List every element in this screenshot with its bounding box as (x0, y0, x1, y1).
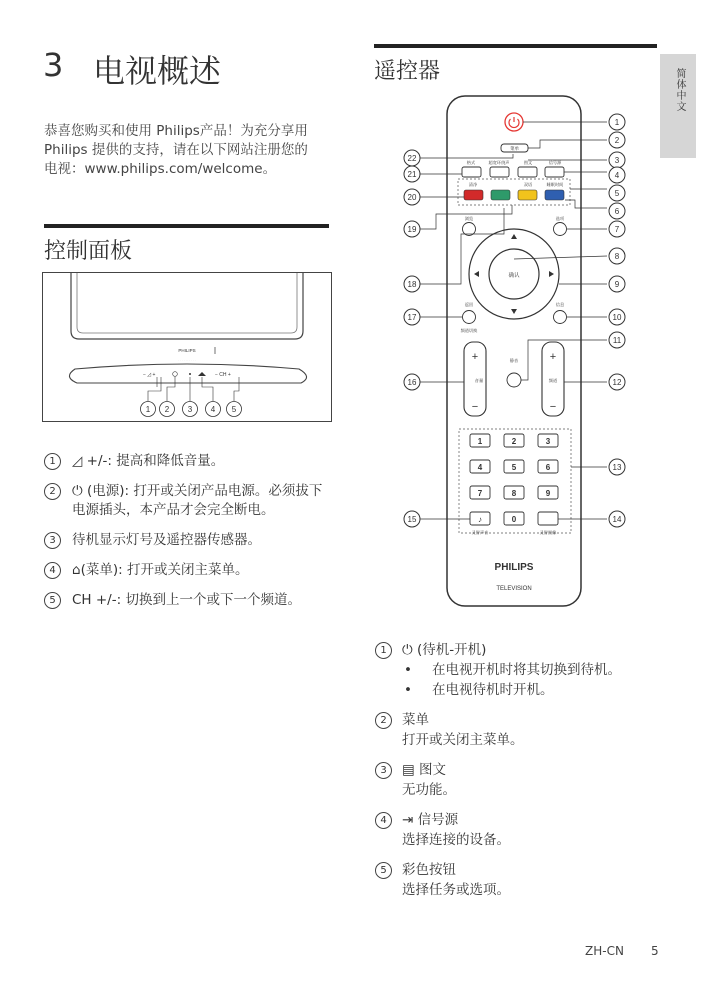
remote-item-2: 2 菜单 打开或关闭主菜单。 (375, 710, 675, 750)
cp-item-5: 5 CH +/-: 切换到上一个或下一个频道。 (44, 591, 334, 610)
svg-text:频道切换: 频道切换 (460, 328, 478, 333)
svg-text:15: 15 (407, 515, 417, 524)
chapter-number: 3 (43, 46, 64, 84)
green-button (491, 190, 510, 200)
svg-text:音量: 音量 (474, 378, 484, 383)
remote-section-rule (374, 44, 657, 48)
remote-item-3: 3 ▤ 图文 无功能。 (375, 760, 675, 800)
cp-item-4: 4 ⌂(菜单): 打开或关闭主菜单。 (44, 561, 334, 580)
yellow-button (518, 190, 537, 200)
svg-text:12: 12 (612, 378, 622, 387)
remote-item-1: 1 ⏻ (待机-开机) • 在电视开机时将其切换到待机。 • 在电视待机时开机。 (375, 640, 675, 700)
footer-lang: ZH-CN (585, 944, 624, 958)
svg-text:频道: 频道 (548, 378, 558, 383)
tv-callout-2: 2 (164, 405, 170, 414)
svg-text:信号源: 信号源 (548, 160, 562, 165)
svg-text:1: 1 (614, 118, 620, 127)
svg-text:浏览: 浏览 (464, 216, 474, 221)
svg-text:7: 7 (614, 225, 620, 234)
svg-text:选项: 选项 (555, 216, 565, 221)
tv-illustration (42, 272, 332, 422)
remote-drawing (400, 94, 640, 614)
svg-text:+: + (549, 351, 557, 363)
svg-text:−: − (549, 401, 557, 413)
tv-drawing (43, 273, 331, 421)
svg-text:14: 14 (612, 515, 622, 524)
remote-title: 遥控器 (374, 59, 441, 84)
svg-text:超宽环绕声: 超宽环绕声 (488, 160, 510, 165)
svg-text:5: 5 (511, 463, 517, 472)
svg-text:4: 4 (477, 463, 483, 472)
svg-text:11: 11 (612, 336, 622, 345)
svg-text:18: 18 (407, 280, 417, 289)
svg-text:6: 6 (614, 207, 620, 216)
svg-text:· · · · · · · · · ·: · · · · · · · · · · (178, 358, 196, 362)
footer-page: 5 (651, 944, 659, 958)
cp-item-1: 1 ◿ +/-: 提高和降低音量。 (44, 452, 334, 471)
svg-text:20: 20 (407, 193, 417, 202)
svg-text:16: 16 (407, 378, 417, 387)
svg-text:返回: 返回 (464, 302, 474, 307)
svg-text:−: − (471, 401, 479, 413)
svg-text:17: 17 (407, 313, 417, 322)
svg-text:清净: 清净 (468, 182, 478, 187)
svg-text:3: 3 (545, 437, 551, 446)
remote-item-list (375, 640, 675, 910)
svg-text:10: 10 (612, 313, 622, 322)
svg-text:8: 8 (511, 489, 517, 498)
svg-text:13: 13 (612, 463, 622, 472)
tv-callout-5: 5 (231, 405, 237, 414)
cp-item-2: 2 ⏻ (电源): 打开或关闭产品电源。必须拔下电源插头，本产品才会完全断电。 (44, 482, 334, 520)
svg-text:静音: 静音 (509, 358, 519, 363)
svg-text:确认: 确认 (508, 273, 520, 279)
tv-logo: PHILIPS (178, 348, 196, 353)
blue-button (545, 190, 564, 200)
remote-illustration (400, 94, 640, 614)
intro-paragraph: 恭喜您购买和使用 Philips产品！为充分享用Philips 提供的支持，请在以下网站注册您的电视：www.philips.com/welcome。 (44, 123, 308, 177)
svg-text:3: 3 (614, 156, 620, 165)
svg-text:♪: ♪ (478, 515, 482, 524)
svg-text:灵智图像: 灵智图像 (539, 530, 557, 535)
section-rule (44, 224, 329, 228)
remote-item-4: 4 ⇥ 信号源 选择连接的设备。 (375, 810, 675, 850)
tv-callout-3: 3 (187, 405, 193, 414)
svg-text:2: 2 (511, 437, 517, 446)
svg-text:6: 6 (545, 463, 551, 472)
svg-text:1: 1 (477, 437, 483, 446)
svg-text:2: 2 (614, 136, 620, 145)
svg-text:PHILIPS: PHILIPS (494, 562, 534, 573)
red-button (464, 190, 483, 200)
svg-text:4: 4 (614, 171, 620, 180)
svg-text:菜单: 菜单 (510, 146, 519, 151)
svg-text:灵智声音: 灵智声音 (471, 530, 489, 535)
cp-item-3: 3 待机显示灯号及遥控器传感器。 (44, 531, 334, 550)
chapter-title: 电视概述 (93, 52, 222, 90)
remote-item-5: 5 彩色按钮 选择任务或选项。 (375, 860, 675, 900)
tv-callout-1: 1 (145, 405, 151, 414)
panel-volume-label: − ◿ + (143, 372, 156, 378)
svg-text:双语: 双语 (523, 182, 533, 187)
svg-text:+: + (471, 351, 479, 363)
svg-text:22: 22 (407, 154, 417, 163)
svg-text:9: 9 (614, 280, 620, 289)
svg-text:TELEVISION: TELEVISION (496, 586, 532, 592)
svg-text:睡眠时间: 睡眠时间 (546, 182, 564, 187)
svg-text:21: 21 (407, 170, 417, 179)
tv-callout-4: 4 (210, 405, 216, 414)
svg-text:19: 19 (407, 225, 417, 234)
svg-text:7: 7 (477, 489, 483, 498)
svg-text:格式: 格式 (466, 160, 476, 165)
svg-text:0: 0 (511, 515, 517, 524)
panel-ch-label: − CH + (215, 372, 231, 378)
language-tab: 简体中文 (660, 54, 696, 158)
svg-text:9: 9 (545, 489, 551, 498)
svg-text:5: 5 (614, 189, 620, 198)
control-panel-title: 控制面板 (44, 239, 133, 264)
svg-text:8: 8 (614, 252, 620, 261)
svg-text:图文: 图文 (523, 160, 533, 165)
control-panel-list (44, 452, 334, 621)
svg-text:信息: 信息 (555, 302, 565, 307)
